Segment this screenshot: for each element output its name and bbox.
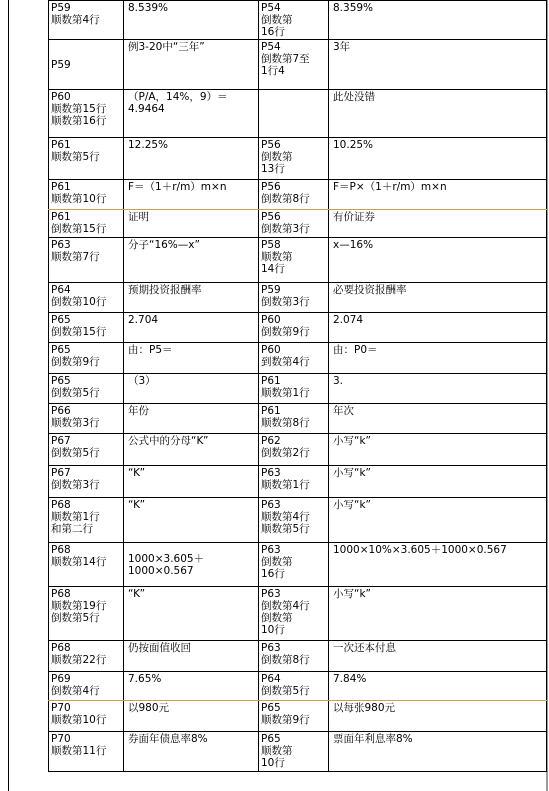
new-location: P60 倒数第9行: [259, 313, 329, 343]
table-row: [49, 641, 547, 672]
table-row: [49, 404, 547, 434]
table-row: [49, 466, 547, 498]
new-text: 小写“k”: [329, 434, 547, 466]
left-margin-line: [8, 0, 9, 791]
old-text: 券面年债息率8%: [124, 732, 259, 772]
old-location: P67 倒数第3行: [49, 466, 124, 498]
old-location: P65 倒数第9行: [49, 343, 124, 374]
old-text: 例3-20中“三年”: [124, 40, 259, 90]
old-text: F＝（1＋r/m）m×n: [124, 180, 259, 210]
old-location: P68 顺数第1行 和第二行: [49, 498, 124, 543]
new-text: x—16%: [329, 238, 547, 283]
new-text: 1000×10%×3.605＋1000×0.567: [329, 543, 547, 587]
new-location: P58 顺数第 14行: [259, 238, 329, 283]
new-text: F＝P×（1＋r/m）m×n: [329, 180, 547, 210]
new-text: 以每张980元: [329, 701, 547, 732]
old-location: P65 倒数第15行: [49, 313, 124, 343]
old-text: 7.65%: [124, 672, 259, 701]
new-location: [259, 90, 329, 138]
table-row: [49, 180, 547, 210]
old-text: 预期投资报酬率: [124, 283, 259, 313]
new-location: P61 顺数第1行: [259, 374, 329, 404]
new-location: P65 顺数第9行: [259, 701, 329, 732]
table-row: [49, 434, 547, 466]
new-location: P63 倒数第4行 倒数第 10行: [259, 587, 329, 641]
new-location: P63 顺数第4行 顺数第5行: [259, 498, 329, 543]
new-location: P64 倒数第5行: [259, 672, 329, 701]
old-location: P61 顺数第10行: [49, 180, 124, 210]
old-location: P68 顺数第22行: [49, 641, 124, 672]
table-row: [49, 238, 547, 283]
old-location: P68 顺数第19行 倒数第5行: [49, 587, 124, 641]
old-location: P65 倒数第5行: [49, 374, 124, 404]
new-text: 小写“k”: [329, 466, 547, 498]
old-location: P64 倒数第10行: [49, 283, 124, 313]
old-location: P63 顺数第7行: [49, 238, 124, 283]
table-row: [49, 343, 547, 374]
table-row: [49, 1, 547, 40]
new-text: 3.: [329, 374, 547, 404]
old-text: 公式中的分母“K”: [124, 434, 259, 466]
table-row: [49, 40, 547, 90]
table-row: [49, 210, 547, 238]
new-location: P63 顺数第1行: [259, 466, 329, 498]
old-location: P59 顺数第4行: [49, 1, 124, 40]
new-location: P62 倒数第2行: [259, 434, 329, 466]
new-location: P56 倒数第3行: [259, 210, 329, 238]
new-text: 8.359%: [329, 1, 547, 40]
old-text: “K”: [124, 498, 259, 543]
old-text: （P/A，14%，9）＝ 4.9464: [124, 90, 259, 138]
table-row: [49, 90, 547, 138]
new-location: P65 顺数第 10行: [259, 732, 329, 772]
table-row: [49, 498, 547, 543]
old-text: “K”: [124, 466, 259, 498]
new-text: 由：P0＝: [329, 343, 547, 374]
new-text: 有价证券: [329, 210, 547, 238]
old-text: 仍按面值收回: [124, 641, 259, 672]
old-text: 分子“16%—x”: [124, 238, 259, 283]
old-location: P70 顺数第11行: [49, 732, 124, 772]
table-row: [49, 732, 547, 772]
old-location: P69 倒数第4行: [49, 672, 124, 701]
new-location: P54 倒数第 16行: [259, 1, 329, 40]
old-text: 12.25%: [124, 138, 259, 180]
new-location: P56 倒数第8行: [259, 180, 329, 210]
old-location: P66 顺数第3行: [49, 404, 124, 434]
old-text: 证明: [124, 210, 259, 238]
table-row: [49, 701, 547, 732]
new-text: 此处没错: [329, 90, 547, 138]
new-location: P60 到数第4行: [259, 343, 329, 374]
new-text: 7.84%: [329, 672, 547, 701]
new-text: 必要投资报酬率: [329, 283, 547, 313]
new-text: 10.25%: [329, 138, 547, 180]
new-text: 年次: [329, 404, 547, 434]
new-location: P59 倒数第3行: [259, 283, 329, 313]
new-text: 小写“k”: [329, 587, 547, 641]
new-text: 小写“k”: [329, 498, 547, 543]
table-row: [49, 283, 547, 313]
old-text: 1000×3.605＋ 1000×0.567: [124, 543, 259, 587]
table-row: [49, 313, 547, 343]
old-text: 2.704: [124, 313, 259, 343]
new-text: 3年: [329, 40, 547, 90]
new-location: P63 倒数第 16行: [259, 543, 329, 587]
table-row: [49, 543, 547, 587]
errata-table: [48, 0, 547, 772]
new-text: 2.074: [329, 313, 547, 343]
old-text: 年份: [124, 404, 259, 434]
table-row: [49, 374, 547, 404]
old-text: “K”: [124, 587, 259, 641]
new-location: P54 倒数第7至 1行4: [259, 40, 329, 90]
table-row: [49, 672, 547, 701]
old-location: P59: [49, 40, 124, 90]
old-text: 由：P5＝: [124, 343, 259, 374]
old-location: P68 顺数第14行: [49, 543, 124, 587]
old-location: P70 顺数第10行: [49, 701, 124, 732]
new-text: 一次还本付息: [329, 641, 547, 672]
old-text: 以980元: [124, 701, 259, 732]
new-location: P63 倒数第8行: [259, 641, 329, 672]
table-row: [49, 587, 547, 641]
old-location: P61 顺数第5行: [49, 138, 124, 180]
new-location: P61 顺数第8行: [259, 404, 329, 434]
old-text: （3）: [124, 374, 259, 404]
table-row: [49, 138, 547, 180]
new-location: P56 倒数第 13行: [259, 138, 329, 180]
old-location: P67 倒数第5行: [49, 434, 124, 466]
old-location: P60 顺数第15行 顺数第16行: [49, 90, 124, 138]
new-text: 票面年利息率8%: [329, 732, 547, 772]
old-text: 8.539%: [124, 1, 259, 40]
old-location: P61 倒数第15行: [49, 210, 124, 238]
